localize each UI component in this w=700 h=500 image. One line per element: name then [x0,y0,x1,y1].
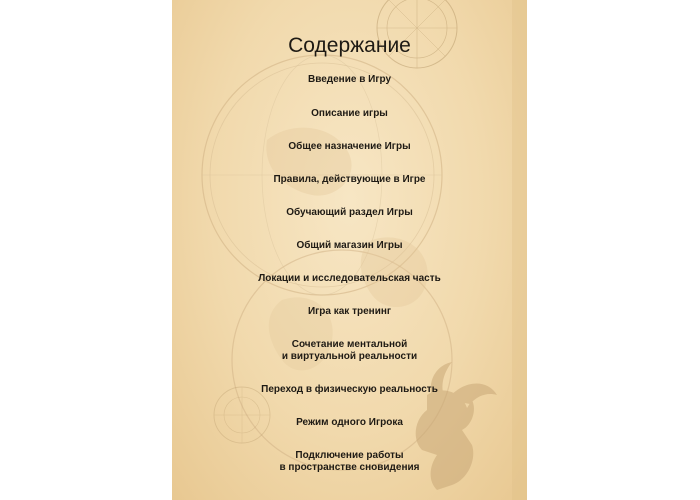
toc-item-single-player[interactable] [172,417,527,429]
toc-item-mental-virtual[interactable] [172,339,527,363]
toc-item-label: Переход в физическую реальность [261,384,438,395]
toc-item-general-purpose[interactable] [172,141,527,153]
toc-item-game-description[interactable] [172,108,527,120]
toc-item-label: Локации и исследовательская часть [258,273,441,284]
toc-item-label-line1: Подключение работы [295,450,404,461]
toc-item-label-line2: и виртуальной реальности [281,351,418,362]
toc-item-dream-space[interactable] [172,450,527,474]
toc-item-label: Обучающий раздел Игры [286,207,413,218]
toc-item-tutorial[interactable] [172,207,527,219]
toc-item-physical-reality[interactable] [172,384,527,396]
toc-item-label-line2: в пространстве сновидения [279,462,420,473]
toc-item-label: Игра как тренинг [307,306,392,317]
toc-item-training[interactable] [172,306,527,318]
toc-item-label: Режим одного Игрока [296,417,403,428]
table-of-contents-page [172,0,527,500]
toc-item-label: Общее назначение Игры [288,141,411,152]
toc-item-label: Описание игры [311,108,388,119]
toc-item-label-line1: Сочетание ментальной [291,339,408,350]
toc-item-shop[interactable] [172,240,527,252]
toc-content [172,0,527,500]
toc-item-label: Введение в Игру [307,74,392,85]
toc-item-rules[interactable] [172,174,527,186]
toc-item-locations[interactable] [172,273,527,285]
toc-item-label: Правила, действующие в Игре [273,174,426,185]
toc-item-label: Общий магазин Игры [296,240,403,251]
toc-item-introduction[interactable] [172,74,527,86]
page-title: Содержание [288,34,411,57]
